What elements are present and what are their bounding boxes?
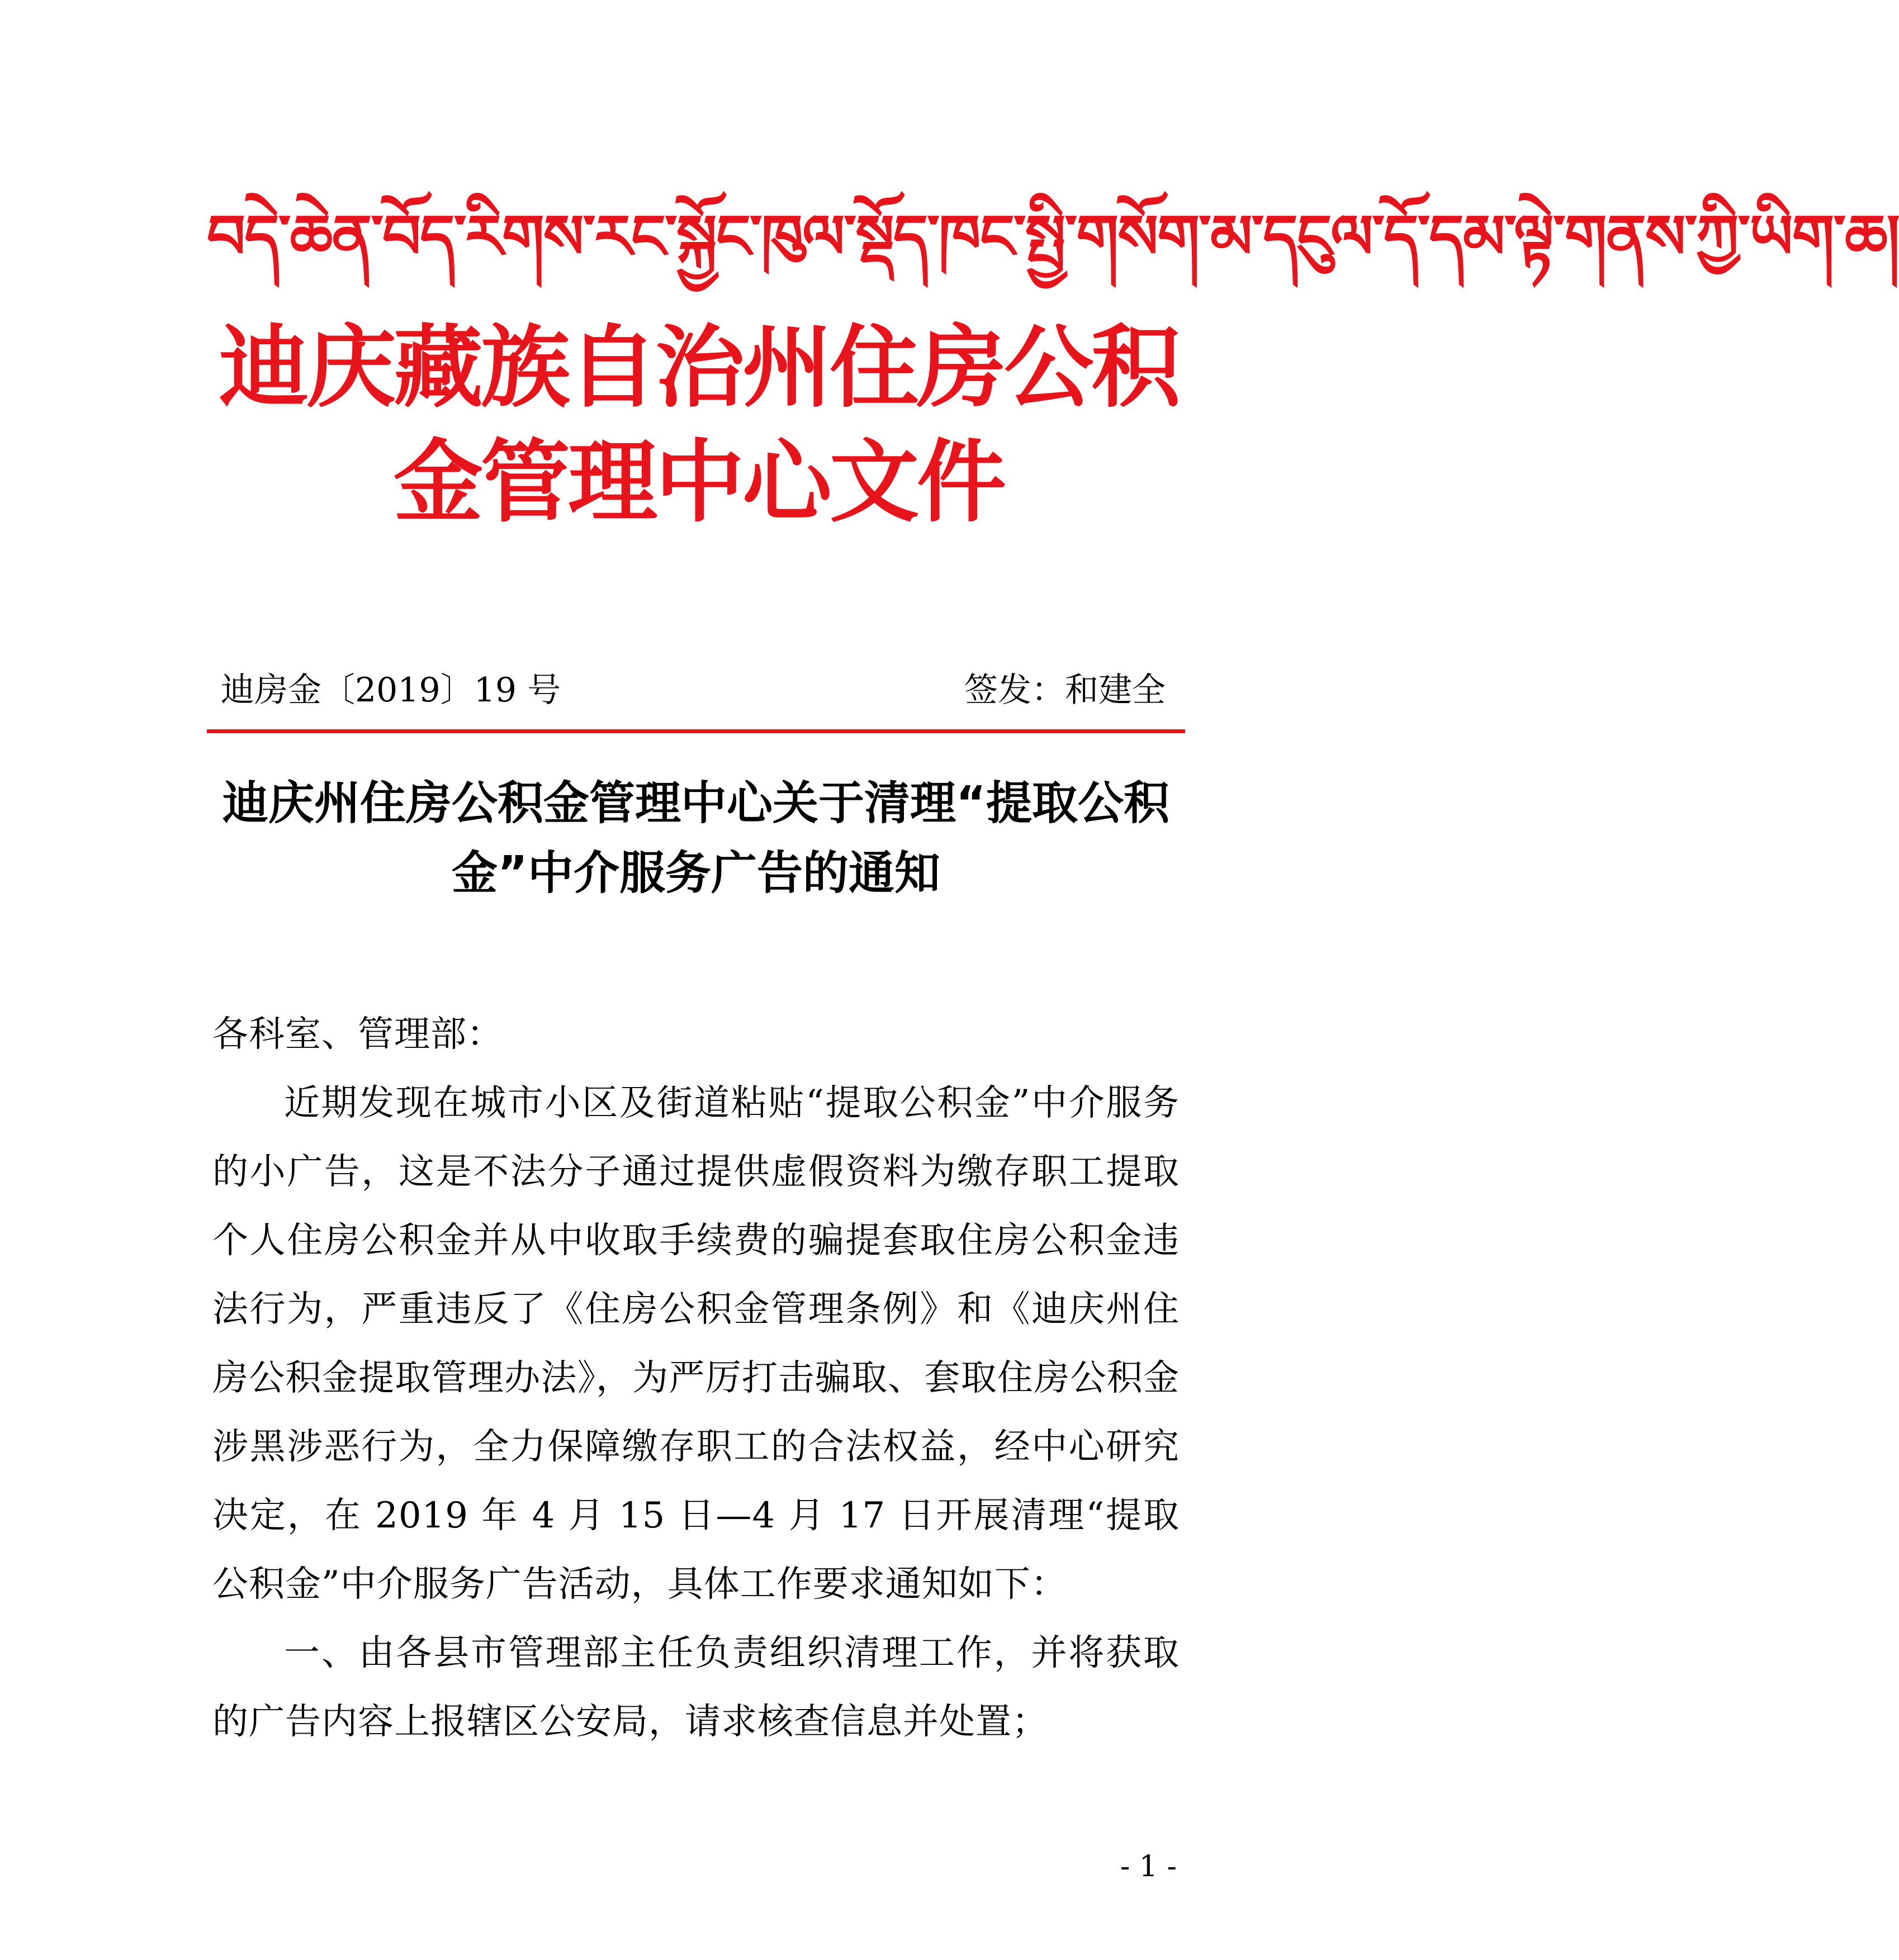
page-number: - 1 - — [1120, 1850, 1177, 1883]
document-number: 迪房金〔2019〕19 号 — [221, 671, 561, 710]
body-paragraph: 近期发现在城市小区及街道粘贴“提取公积金”中介服务的小广告，这是不法分子通过提供虚假资料为缴存职工提取个人住房公积金并从中收取手续费的骗提套取住房公积金违法行为，严重违反了《住房公积金管理条例》和《迪庆州住房公积金提取管理办法》，为严厉打击骗取、套取住房公积金涉黑涉恶行为，全力保障缴存职工的合法权益，经中心研究决定，在 2019 年 4 月 15 日—4 月 17 日开展清理“提取公积金”中介服务广告活动，具体工作要求通知如下： — [212, 1083, 1180, 1605]
organization-title: 迪庆藏族自治州住房公积金管理中心文件 — [219, 315, 1178, 534]
tibetan-header-title: བདེ་ཆེན་བོད་རིགས་རང་སྐྱོང་ཁུལ་སྡོད་ཁང་སྤྱི་གསོག་མ་དངུལ་དོ་དམ་ལྟེ་གནས་ཀྱི་ཡིག་ཆ། — [207, 202, 1899, 272]
document-body — [212, 1000, 1180, 1757]
notice-title: 迪庆州住房公积金管理中心关于清理“提取公积金”中介服务广告的通知 — [222, 777, 1169, 900]
issuer-signature: 签发：和建全 — [964, 671, 1166, 710]
requirement-item: 一、由各县市管理部主任负责组织清理工作，并将获取的广告内容上报辖区公安局，请求核查信息并处置； — [212, 1632, 1180, 1743]
salutation: 各科室、管理部： — [212, 1014, 503, 1055]
red-separator-line — [207, 729, 1185, 733]
